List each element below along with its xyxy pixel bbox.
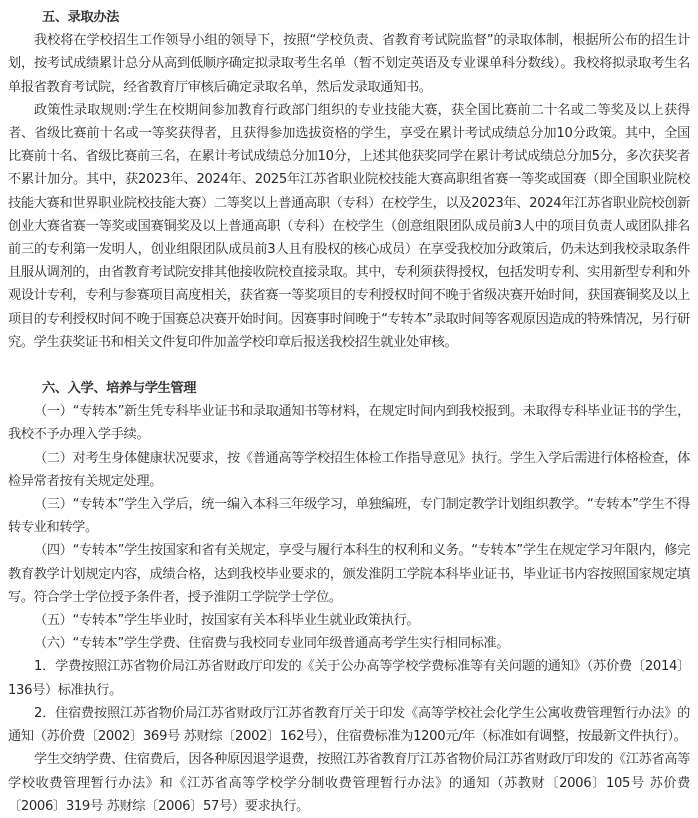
paragraph-class-placement: （三）“专转本”学生入学后，统一编入本科三年级学习，单独编班，专门制定教学计划组织教学。“专转本”学生不得转专业和转学。: [8, 497, 690, 536]
paragraph-registration: （一）“专转本”新生凭专科毕业证书和录取通知书等材料，在规定时间内到我校报到。未取得专科毕业证书的学生，我校不予办理入学手续。: [8, 404, 690, 443]
paragraph-health-check: （二）对考生身体健康状况要求，按《普通高等学校招生体检工作指导意见》执行。学生入学后需进行体格检查，体检异常者按有关规定处理。: [8, 450, 690, 489]
section-admission-method: [8, 6, 690, 354]
paragraph-policy-admission: 政策性录取规则:学生在校期间参加教育行政部门组织的专业技能大赛，获全国比赛前二十名或二等奖及以上获得者、省级比赛前十名或一等奖获得者，且获得参加选拔资格的学生，享受在累计考试成绩总分加10分政策。其中，全国比赛前十名、省级比赛前三名，在累计考试成绩总分加10分，上述其他获奖同学在累计考试成绩总分加5分，多次获奖者不累计加分。其中，获2023年、2024年、2025年江苏省职业院校技能大赛高职组省赛一等奖或国赛（即全国职业院校技能大赛和世界职业院校技能大赛）二等奖以上普通高职（专科）在校学生，以及2023年、2024年江苏省职业院校创新创业大赛省赛一等奖或国赛铜奖及以上普通高职（专科）在校学生（创意组限团队成员前3人中的项目负责人或团队排名前三的专利第一发明人，创业组限团队成员前3人且有股权的核心成员）在享受我校加分政策后，仍未达到我校录取条件且服从调剂的，由省教育考试院安排其他接收院校直接录取。其中，专利须获得授权，包括发明专利、实用新型专利和外观设计专利，专利与参赛项目高度相关，获省赛一等奖项目的专利授权时间不晚于省级决赛开始时间，获国赛铜奖及以上项目的专利授权时间不晚于国赛总决赛开始时间。因赛事时间晚于“专转本”录取时间等客观原因造成的特殊情况，另行研究。学生获奖证书和相关文件复印件加盖学校印章后报送我校招生就业处审核。: [8, 102, 690, 350]
paragraph-refund: 学生交纳学费、住宿费后，因各种原因退学退费，按照江苏省教育厅江苏省物价局江苏省财政厅印发的《江苏省高等学校收费管理暂行办法》和《江苏省高等学校学分制收费管理暂行办法》的通知（苏教财〔2006〕105号 苏价费〔2006〕319号 苏财综〔2006〕57号）要求执行。: [8, 752, 690, 814]
paragraph-accommodation-standard: 2．住宿费按照江苏省物价局江苏省财政厅江苏省教育厅关于印发《高等学校社会化学生公寓收费管理暂行办法》的通知（苏价费〔2002〕369号 苏财综〔2002〕162号），住宿费标准为1200元/年（标准如有调整，按最新文件执行）。: [8, 705, 690, 745]
paragraph-fees: （六）“专转本”学生学费、住宿费与我校同专业同年级普通高考学生实行相同标准。: [34, 636, 510, 652]
paragraph-employment: （五）“专转本”学生毕业时，按国家有关本科毕业生就业政策执行。: [34, 613, 420, 629]
paragraph-admission-system: 我校将在学校招生工作领导小组的领导下，按照“学校负责、省教育考试院监督”的录取体制，根据所公布的招生计划，按考试成绩累计总分从高到低顺序确定拟录取考生名单（暂不划定英语及专业课单科分数线）。我校将拟录取考生名单报省教育考试院，经省教育厅审核后确定录取名单，然后发录取通知书。: [8, 33, 690, 95]
section-heading: 六、入学、培养与学生管理: [42, 381, 197, 397]
section-heading: 五、录取办法: [42, 10, 120, 25]
paragraph-tuition-standard: 1．学费按照江苏省物价局江苏省财政厅印发的《关于公办高等学校学费标准等有关问题的通知》（苏价费〔2014〕136号）标准执行。: [8, 659, 690, 698]
section-enrollment-management: [8, 377, 690, 818]
section-gap: [8, 354, 690, 377]
paragraph-rights-degree: （四）“专转本”学生按国家和省有关规定，享受与履行本科生的权利和义务。“专转本”学生在规定学习年限内，修完教育教学计划规定内容，成绩合格，达到我校毕业要求的，颁发淮阴工学院本科毕业证书，毕业证书内容按照国家规定填写。符合学士学位授予条件者，授予淮阴工学院学士学位。: [8, 543, 690, 605]
